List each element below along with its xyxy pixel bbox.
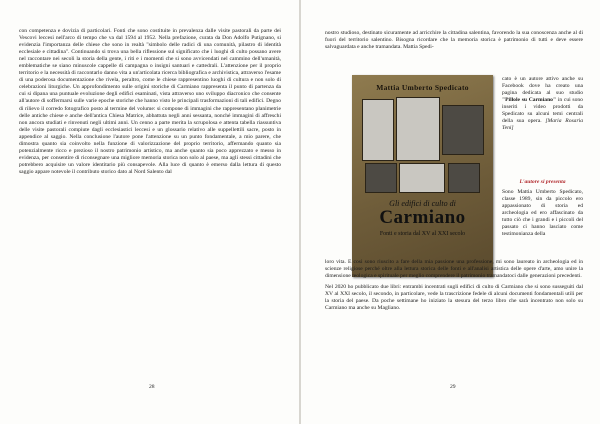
church-photo bbox=[362, 99, 394, 161]
church-photo bbox=[442, 105, 484, 155]
right-page-number: 29 bbox=[450, 384, 456, 390]
cover-subtitle: Fonti e storia dal XV al XXI secolo bbox=[379, 231, 466, 237]
cover-title-small: Gli edifici di culto di bbox=[389, 199, 456, 208]
section-heading: L'autore si presenta bbox=[519, 179, 566, 185]
bio-side-paragraph: Sono Mattia Umberto Spedicato, classe 1989, sin da piccolo ero appassionato di storia ed archeologia ed ero affascinato da tutto ciò che i grandi e i piccoli del passato ci hanno lasciato come testimonianza della bbox=[502, 189, 583, 238]
church-photo bbox=[365, 163, 397, 193]
right-lead-paragraph: nostro studioso, destinato sicuramente ad arricchire la cittadina salentina, favorendo la sua conoscenza anche al di fuori del territorio salentino. Bisogna ricordare che la memoria storica è patrimonio di tutti e deve essere salvaguardata e anche tramandata. Mattia Spedi- bbox=[325, 30, 583, 51]
cover-title: Carmiano bbox=[379, 207, 466, 228]
bio-paragraph-2: Nel 2020 ho pubblicato due libri: entrambi incentrati sugli edifici di culto di Carmiano che si sono susseguiti dal XV al XXI secolo, il secondo, in particolare, vede la trascrizione fedele di alcuni documenti fondamentali utili per la storia del paese. Da poche settimane ho iniziato la stesura del terzo libro che sarà incentrato non solo su Carmiano ma anche su Magliano. bbox=[325, 284, 583, 312]
side-intro: cato è un autore attivo anche su Facebook dove ha creato una pagina dedicata al suo studio bbox=[502, 76, 583, 97]
book-cover-image bbox=[352, 75, 493, 277]
right-side-paragraph bbox=[502, 76, 583, 132]
right-bottom-text bbox=[325, 259, 583, 312]
pillole-title: "Pillole su Carmiano" bbox=[502, 97, 557, 104]
right-side-column bbox=[502, 76, 583, 132]
bio-paragraph: loro vita. E così sono riuscito a fare della mia passione una professione, mi sono laureato in archeologia ed in scienze religiose perché oltre alla lettura storica delle fonti e all'analisi artistica delle opere d'arte, amo unire la dimensione teologica e spirituale per meglio comprendere il patrimonio tramandatoci dalle generazioni precedenti. bbox=[325, 259, 583, 280]
church-photo bbox=[399, 163, 445, 193]
left-page-number: 28 bbox=[149, 384, 155, 390]
church-photo bbox=[448, 163, 480, 193]
left-page-text bbox=[19, 28, 281, 176]
church-photo bbox=[396, 97, 440, 161]
right-side-column-2 bbox=[502, 177, 583, 238]
cover-author: Mattia Umberto Spedicato bbox=[376, 83, 469, 92]
left-paragraph: con competenza e dovizia di particolari. Fonti che sono costituite in prevalenza dalle visite pastorali da parte dei Vescovi leccesi nell'arco di tempo che va dal 1594 al 1952. Nella prefazione, curata da Don Adolfo Putignano, si evidenzia l'importanza delle chiese che sono in realtà "simbolo delle radici di una comunità, pilastro di identità ecclesiale e cittadina". Continuando si trova una bella riflessione sul significato che i luoghi di culto possano avere nel raccontare nei secoli la storia della gente, i riti e i momenti che si sono avvicendati nel cammino dell'umanità, emblematiche se siano minuscole cappelle di campagna o insigni santuari e cattedrali. L'attenzione per il proprio territorio e la necessità di raccontarlo danno vita a un'articolata ricerca bibliografica e archivistica, attraverso l'esame di una poderosa documentazione che rivela, peraltro, come le chiese rappresentino luoghi di cultura e non solo di celebrazioni liturgiche. Un approfondimento sulle origini storiche di Carmiano rappresenta il punto di partenza da cui si dipana una puntuale evoluzione degli edifici esaminati, vista attraverso uno sviluppo diacronico che consente all'autore di soffermarsi sulle varie epoche storiche che hanno visto le principali trasformazioni di tali edifici. Degno di rilievo il corredo fotografico posto al termine del volume: si compone di immagini che rappresentano planimetrie delle antiche chiese e anche dell'antica Chiesa Matrice, abbattuta negli anni sessanta, nonché immagini di affreschi non ancora studiati e rinvenuti negli ultimi anni. Un cenno a parte merita la scrupolosa e attenta tabella riassuntiva delle visite pastorali compiute dagli ecclesiastici leccesi e un glossario relativo alle suppellettili sacre, posto in appendice al saggio. Nella conclusione l'autore pone l'attenzione su un punto fondamentale, a mio parere, che dimostra quanto sia coinvolto nella funzione di valorizzazione del proprio territorio, affermando quanto sia potenzialmente ricco e prezioso il nostro patrimonio artistico, ma anche quanto sia poco apprezzato e messo in evidenza, per consentire di riconsegnare una migliore memoria storica non solo al paese, ma agli stessi cittadini che potrebbero acquisire un valore identitario più consapevole. Alla luce di quanto è emerso dalla lettura di questo saggio appare notevole il contributo storico dato al Nord Salento dal bbox=[19, 28, 281, 175]
signature: [Maria Rosaria Teni] bbox=[502, 118, 583, 132]
right-top-text bbox=[325, 30, 583, 51]
side-rest: in cui sono inseriti i video prodotti da Spedicato su alcuni temi centrali della sua opera. bbox=[502, 97, 583, 125]
